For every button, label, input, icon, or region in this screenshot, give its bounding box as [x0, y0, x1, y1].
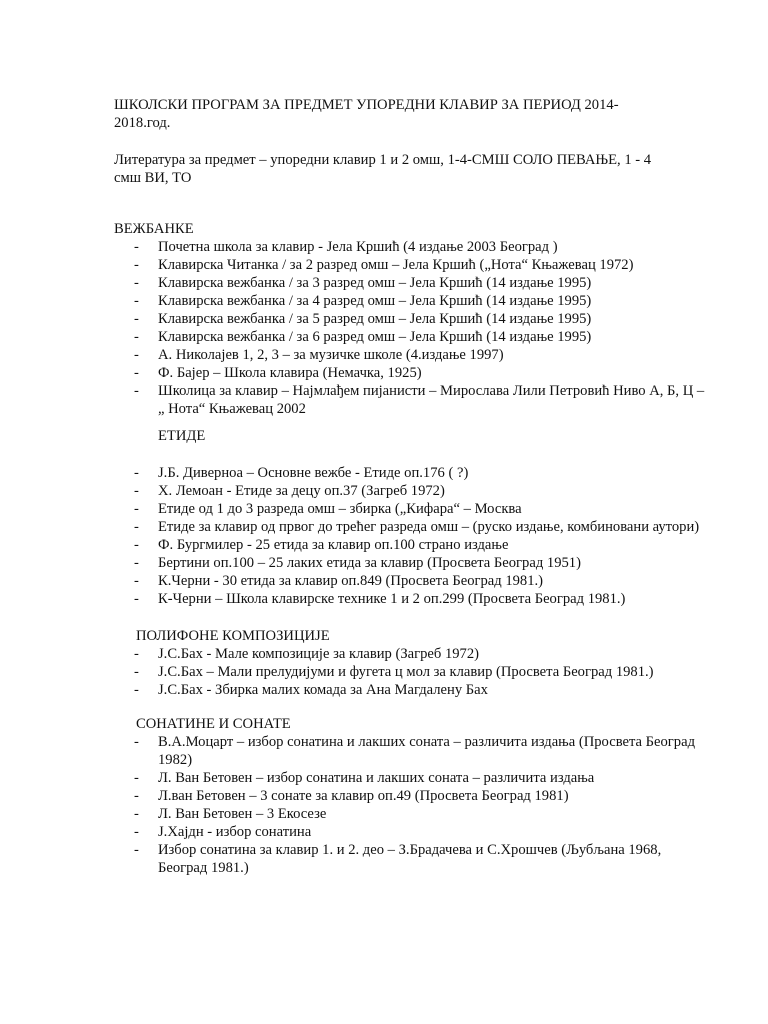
list-item: [114, 328, 714, 346]
list-item: [114, 645, 714, 663]
bullet-dash: -: [134, 591, 139, 607]
bullet-dash: -: [134, 682, 139, 698]
bullet-dash: -: [134, 788, 139, 804]
section-heading: СОНАТИНЕ И СОНАТЕ: [136, 716, 291, 732]
spacer: [114, 699, 714, 715]
list-item: [114, 464, 714, 482]
list-item: [114, 292, 714, 310]
bullet-dash: -: [134, 293, 139, 309]
item-text: Ј.Б. Диверноа – Основне вежбе - Етиде оп.176 ( ?): [158, 465, 469, 481]
section-polyphonic: [114, 627, 714, 699]
spacer: [114, 445, 714, 464]
list-item: [114, 274, 714, 292]
item-text: Клавирска Читанка / за 2 разред омш – Јела Кршић („Нота“ Књажевац 1972): [158, 257, 634, 273]
list-item: [114, 841, 714, 877]
list-item: [114, 382, 714, 418]
bullet-dash: -: [134, 365, 139, 381]
bullet-dash: -: [134, 537, 139, 553]
list-item: [114, 823, 714, 841]
item-text: Клавирска вежбанка / за 4 разред омш – Јела Кршић (14 издање 1995): [158, 293, 592, 309]
spacer: [114, 608, 714, 627]
item-list: [114, 733, 714, 877]
item-text: Л. Ван Бетовен – 3 Екосезе: [158, 806, 327, 822]
item-text: Избор сонатина за клавир 1. и 2. део – З.Брадачева и С.Хрошчев (Љубљана 1968, Београд 1981.): [158, 842, 662, 876]
list-item: [114, 572, 714, 590]
item-text: Школица за клавир – Најмлађем пијанисти – Мирослава Лили Петровић Ниво А, Б, Ц – „ Нота“ Књажевац 2002: [158, 383, 705, 417]
item-text: Ф. Бајер – Школа клавира (Немачка, 1925): [158, 365, 422, 381]
item-text: Бертини оп.100 – 25 лаких етида за клавир (Просвета Београд 1951): [158, 555, 581, 571]
list-item: [114, 536, 714, 554]
item-text: Почетна школа за клавир - Јела Кршић (4 издање 2003 Београд ): [158, 239, 558, 255]
bullet-dash: -: [134, 347, 139, 363]
list-item: [114, 663, 714, 681]
bullet-dash: -: [134, 664, 139, 680]
item-text: Л. Ван Бетовен – избор сонатина и лакших соната – различита издања: [158, 770, 595, 786]
list-item: [114, 482, 714, 500]
document-title: ШКОЛСКИ ПРОГРАМ ЗА ПРЕДМЕТ УПОРЕДНИ КЛАВИР ЗА ПЕРИОД 2014-2018.год.: [114, 97, 619, 131]
section-etide: [114, 427, 714, 608]
list-item: [114, 310, 714, 328]
item-text: Клавирска вежбанка / за 5 разред омш – Јела Кршић (14 издање 1995): [158, 311, 592, 327]
item-text: А. Николајев 1, 2, 3 – за музичке школе (4.издање 1997): [158, 347, 504, 363]
bullet-dash: -: [134, 824, 139, 840]
list-item: [114, 256, 714, 274]
bullet-dash: -: [134, 555, 139, 571]
item-text: Етиде од 1 до 3 разреда омш – збирка („Кифара“ – Москва: [158, 501, 522, 517]
section-sonatinas: [114, 715, 714, 877]
bullet-dash: -: [134, 646, 139, 662]
item-text: К-Черни – Школа клавирске технике 1 и 2 оп.299 (Просвета Београд 1981.): [158, 591, 626, 607]
item-text: Ј.С.Бах – Мали прелудијуми и фугета ц мол за клавир (Просвета Београд 1981.): [158, 664, 654, 680]
list-item: [114, 500, 714, 518]
spacer: [114, 418, 714, 427]
sections-container: [114, 220, 714, 877]
item-list: [114, 645, 714, 699]
list-item: [114, 590, 714, 608]
list-item: [114, 554, 714, 572]
bullet-dash: -: [134, 842, 139, 858]
bullet-dash: -: [134, 257, 139, 273]
item-text: Клавирска вежбанка / за 6 разред омш – Јела Кршић (14 издање 1995): [158, 329, 592, 345]
bullet-dash: -: [134, 465, 139, 481]
item-text: Ј.Хајдн - избор сонатина: [158, 824, 312, 840]
item-text: Ф. Бургмилер - 25 етида за клавир оп.100 страно издање: [158, 537, 509, 553]
item-text: Ј.С.Бах - Мале композиције за клавир (Загреб 1972): [158, 646, 480, 662]
section-heading: ПОЛИФОНЕ КОМПОЗИЦИЈЕ: [136, 628, 330, 644]
bullet-dash: -: [134, 501, 139, 517]
item-list: [114, 238, 714, 418]
bullet-dash: -: [134, 734, 139, 750]
item-text: Клавирска вежбанка / за 3 разред омш – Јела Кршић (14 издање 1995): [158, 275, 592, 291]
list-item: [114, 364, 714, 382]
bullet-dash: -: [134, 519, 139, 535]
bullet-dash: -: [134, 383, 139, 399]
bullet-dash: -: [134, 275, 139, 291]
item-text: К.Черни - 30 етида за клавир оп.849 (Просвета Београд 1981.): [158, 573, 544, 589]
section-heading: ВЕЖБАНКЕ: [114, 221, 194, 237]
list-item: [114, 346, 714, 364]
bullet-dash: -: [134, 329, 139, 345]
bullet-dash: -: [134, 311, 139, 327]
item-text: Л.ван Бетовен – 3 сонате за клавир оп.49 (Просвета Београд 1981): [158, 788, 569, 804]
list-item: [114, 805, 714, 823]
bullet-dash: -: [134, 239, 139, 255]
bullet-dash: -: [134, 483, 139, 499]
bullet-dash: -: [134, 806, 139, 822]
bullet-dash: -: [134, 573, 139, 589]
item-text: Етиде за клавир од првог до трећег разреда омш – (руско издање, комбиновани аутори): [158, 519, 700, 535]
section-vezbanke: [114, 220, 714, 418]
list-item: [114, 238, 714, 256]
literature-line: Литература за предмет – упоредни клавир 1 и 2 омш, 1-4-СМШ СОЛО ПЕВАЊЕ, 1 - 4 смш ВИ, ТО: [114, 152, 652, 186]
bullet-dash: -: [134, 770, 139, 786]
item-list: [114, 464, 714, 608]
item-text: В.А.Моцарт – избор сонатина и лакших соната – различита издања (Просвета Београд 1982): [158, 734, 695, 768]
list-item: [114, 787, 714, 805]
list-item: [114, 769, 714, 787]
item-text: Х. Лемоан - Етиде за децу оп.37 (Загреб 1972): [158, 483, 445, 499]
list-item: [114, 518, 714, 536]
list-item: [114, 681, 714, 699]
section-heading: ЕТИДЕ: [158, 428, 206, 444]
item-text: Ј.С.Бах - Збирка малих комада за Ана Магдалену Бах: [158, 682, 488, 698]
list-item: [114, 733, 714, 769]
